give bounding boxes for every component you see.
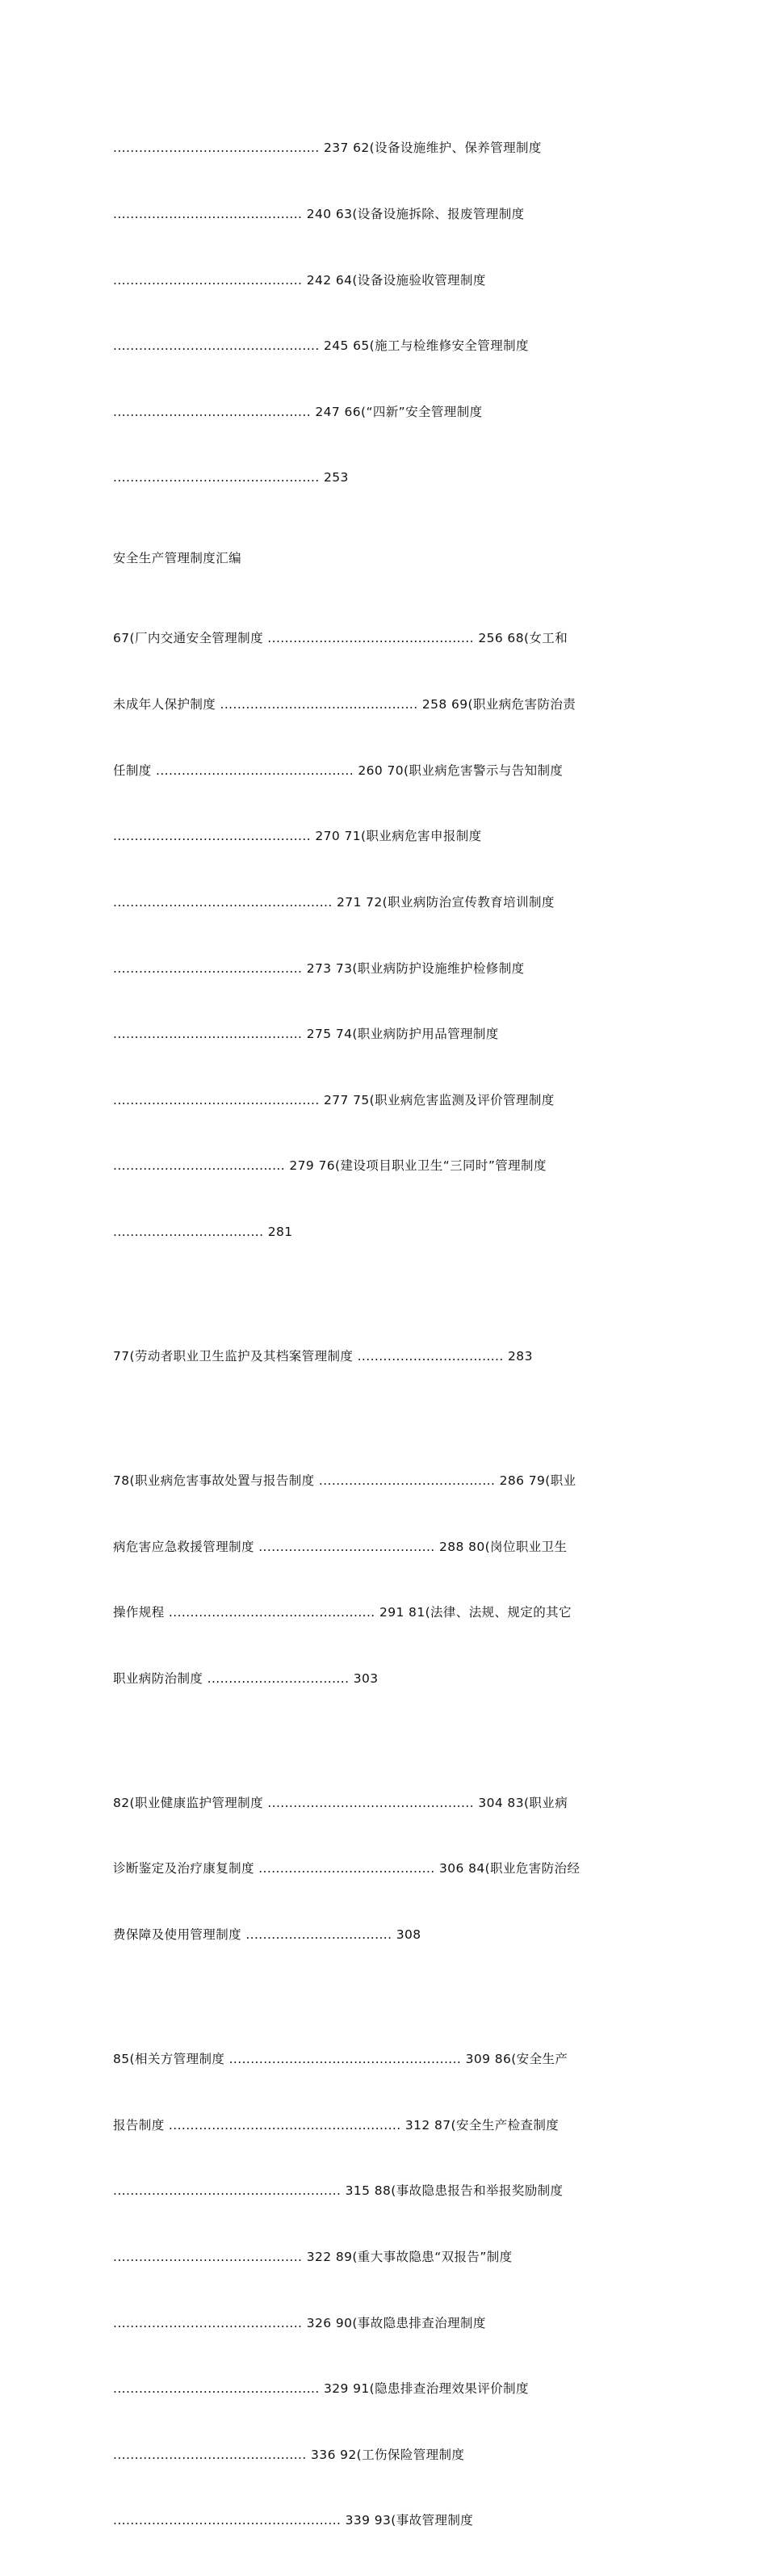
toc-line: 82(职业健康监护管理制度 ................................................ 304 83(职业病 <box>113 1795 568 1810</box>
toc-line: 职业病防治制度 ................................. 303 <box>113 1670 379 1686</box>
toc-block-3 <box>113 1302 670 1412</box>
toc-line: 操作规程 ................................................ 291 81(法律、法规、规定的其它 <box>113 1605 572 1620</box>
toc-line: 未成年人保护制度 .............................................. 258 69(职业病危害防治责 <box>113 697 576 712</box>
toc-line: 67(厂内交通安全管理制度 ................................................ 256 68(女工和 <box>113 631 568 646</box>
toc-line: 77(劳动者职业卫生监护及其档案管理制度 .................................. 283 <box>113 1348 533 1364</box>
toc-line: ................................................ 253 <box>113 470 349 485</box>
toc-line: ............................................ 273 73(职业病防护设施维护检修制度 <box>113 960 525 976</box>
toc-line: ................................... 281 <box>113 1224 293 1239</box>
toc-line: ................................................ 237 62(设备设施维护、保养管理制度 <box>113 141 542 156</box>
toc-line: ............................................ 240 63(设备设施拆除、报废管理制度 <box>113 207 525 222</box>
toc-line: 报告制度 ...................................................... 312 87(安全生产检查制度 <box>113 2117 560 2133</box>
toc-block-4 <box>113 1427 670 1734</box>
section-heading: 安全生产管理制度汇编 <box>113 551 242 566</box>
toc-line: ..................................................... 315 88(事故隐患报告和举报奖励制度 <box>113 2183 564 2199</box>
toc-line: ................................................ 277 75(职业病危害监测及评价管理制度 <box>113 1092 555 1107</box>
toc-line: 78(职业病危害事故处置与报告制度 ......................................... 286 79(职业 <box>113 1473 576 1488</box>
toc-line: 任制度 .............................................. 260 70(职业病危害警示与告知制度 <box>113 763 564 778</box>
toc-line: ................................................ 329 91(隐患排查治理效果评价制度 <box>113 2381 529 2397</box>
toc-block-6 <box>113 2005 670 2576</box>
toc-block-2 <box>113 584 670 1288</box>
toc-line: ................................................ 245 65(施工与检维修安全管理制度 <box>113 338 529 354</box>
toc-line: 病危害应急救援管理制度 ......................................... 288 80(岗位职业卫生 <box>113 1539 568 1554</box>
toc-line: .............................................. 270 71(职业病危害申报制度 <box>113 829 482 844</box>
toc-line: ................................................... 271 72(职业病防治宣传教育培训制度 <box>113 894 555 910</box>
toc-line: ............................................ 242 64(设备设施验收管理制度 <box>113 272 486 288</box>
toc-line: 费保障及使用管理制度 .................................. 308 <box>113 1927 421 1943</box>
toc-line: .............................................. 247 66(“四新”安全管理制度 <box>113 404 483 419</box>
toc-line: 诊断鉴定及治疗康复制度 ......................................... 306 84(职业危害防治经 <box>113 1861 580 1876</box>
toc-line: ............................................ 326 90(事故隐患排查治理制度 <box>113 2315 486 2330</box>
toc-page <box>113 94 670 2576</box>
toc-line: ............................................. 336 92(工伤保险管理制度 <box>113 2447 465 2462</box>
toc-line: ............................................ 275 74(职业病防护用品管理制度 <box>113 1027 499 1042</box>
toc-line: ........................................ 279 76(建设项目职业卫生“三同时”管理制度 <box>113 1158 547 1174</box>
toc-line: ............................................ 322 89(重大事故隐患“双报告”制度 <box>113 2249 513 2264</box>
toc-line: 85(相关方管理制度 ...................................................... 309 86(安全生产 <box>113 2052 568 2067</box>
toc-block-5 <box>113 1748 670 1990</box>
toc-block-1 <box>113 94 670 533</box>
toc-line: ..................................................... 339 93(事故管理制度 <box>113 2513 474 2528</box>
